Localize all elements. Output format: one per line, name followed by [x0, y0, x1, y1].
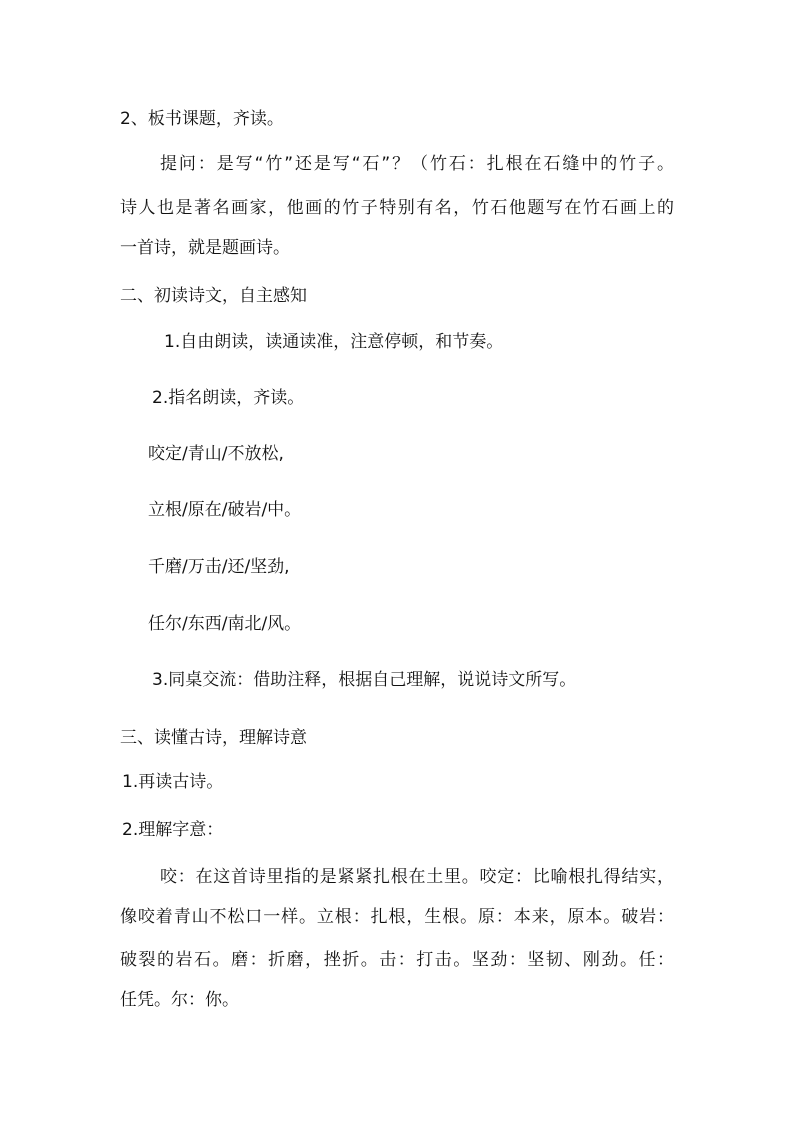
step-free-reading: 1.自由朗读，读通读准，注意停顿，和节奏。 [164, 332, 504, 352]
poem-line-4: 任尔/东西/南北/风。 [148, 614, 302, 634]
step-word-meaning: 2.理解字意： [122, 820, 224, 840]
step-reread: 1.再读古诗。 [122, 772, 224, 792]
question-cont-line-1: 诗人也是著名画家，他画的竹子特别有名，竹石他题写在竹石画上的 [120, 198, 674, 218]
step-deskmate-exchange: 3.同桌交流：借助注释，根据自己理解，说说诗文所写。 [152, 670, 577, 690]
section-heading-3: 三、读懂古诗，理解诗意 [120, 728, 307, 748]
poem-line-2: 立根/原在/破岩/中。 [148, 500, 302, 520]
gloss-line-3: 破裂的岩石。磨：折磨，挫折。击：打击。坚劲：坚韧、刚劲。任： [120, 950, 674, 970]
gloss-line-1: 咬：在这首诗里指的是紧紧扎根在土里。咬定：比喻根扎得结实， [160, 867, 674, 887]
step-board-title: 2、板书课题，齐读。 [120, 109, 284, 129]
gloss-line-4: 任凭。尔：你。 [120, 990, 239, 1010]
section-heading-2: 二、初读诗文，自主感知 [120, 286, 307, 306]
step-named-reading: 2.指名朗读，齐读。 [152, 388, 305, 408]
question-cont-line-2: 一首诗，就是题画诗。 [120, 238, 290, 258]
question-line: 提问：是写“竹”还是写“石”？（竹石：扎根在石缝中的竹子。 [160, 154, 674, 174]
gloss-line-2: 像咬着青山不松口一样。立根：扎根，生根。原：本来，原本。破岩： [120, 907, 674, 927]
poem-line-1: 咬定/青山/不放松, [148, 444, 284, 464]
poem-line-3: 千磨/万击/还/坚劲, [148, 557, 290, 577]
